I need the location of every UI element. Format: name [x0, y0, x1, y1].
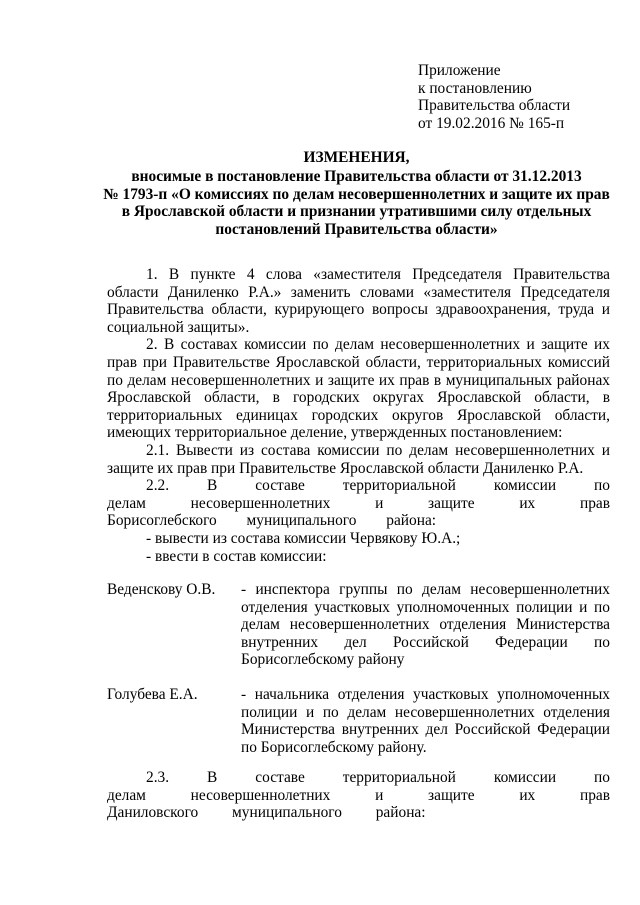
title-line: вносимые в постановление Правительства области от 31.12.2013: [131, 168, 582, 186]
title-line: № 1793-п «О комиссиях по делам несовершеннолетних и защите их прав: [103, 185, 610, 203]
list-item-remove: - вывести из состава комиссии Червякову Ю.А.;: [146, 529, 461, 547]
person-entry: [107, 581, 610, 669]
person-name: Голубева Е.А.: [107, 686, 198, 703]
document-body: [107, 266, 610, 565]
title-main: ИЗМЕНЕНИЯ,: [303, 149, 410, 166]
person-position: - начальника отделения участковых уполномоченных полиции и по делам несовершеннолетних отделения Министерства внутренних дел Российской Федерации по Борисоглебскому району.: [241, 686, 610, 756]
person-name: Веденскову О.В.: [107, 581, 216, 598]
title-line: в Ярославской области и признании утратившими силу отдельных: [121, 203, 592, 221]
paragraph-2-1: 2.1. Вывести из состава комиссии по делам несовершеннолетних и защите их прав при Правительстве Ярославской области Даниленко Р.А.: [107, 441, 610, 477]
document-title: [80, 149, 633, 239]
paragraph-2-2: 2.2. В составе территориальной комиссии по делам несовершеннолетних и защите их прав Борисоглебского муниципального района:: [107, 477, 610, 530]
document-body-continued: [107, 769, 610, 822]
annex-line: к постановлению: [418, 79, 532, 97]
list-item-add: - ввести в состав комиссии:: [146, 547, 327, 565]
annex-line: Приложение: [418, 62, 501, 79]
title-line: постановлений Правительства области»: [215, 220, 498, 238]
paragraph-2-3: 2.3. В составе территориальной комиссии по делам несовершеннолетних и защите их прав Даниловского муниципального района:: [107, 769, 610, 822]
person-position: - инспектора группы по делам несовершеннолетних отделения участковых уполномоченных полиции и по делам несовершеннолетних отделения Министерства внутренних дел Российской Федерации по Борисоглебскому району: [241, 581, 610, 669]
annex-line: от 19.02.2016 № 165-п: [418, 114, 565, 132]
paragraph-1: 1. В пункте 4 слова «заместителя Председателя Правительства области Даниленко Р.А.» заменить словами «заместителя Председателя Правительства области, курирующего вопросы здравоохранения, труда и социальной защиты».: [107, 266, 610, 336]
person-entry: [107, 686, 610, 756]
paragraph-2: 2. В составах комиссии по делам несовершеннолетних и защите их прав при Правительстве Ярославской области, территориальных комиссий по делам несовершеннолетних и защите их прав в муниципальных районах Ярославской области, в городских округах Ярославской области, в территориальных единицах городских округов Ярославской области, имеющих территориальное деление, утвержденных постановлением:: [107, 336, 610, 442]
annex-line: Правительства области: [418, 97, 571, 115]
annex-block: [418, 62, 628, 132]
